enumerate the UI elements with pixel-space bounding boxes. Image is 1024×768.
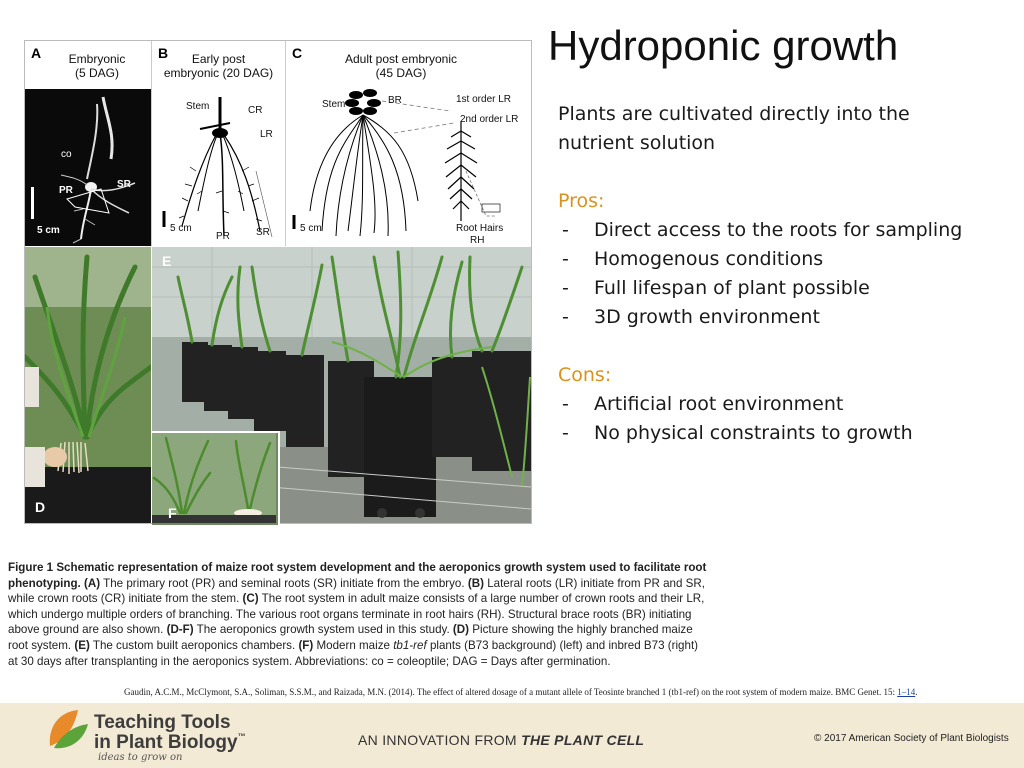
panel-d-root-photo	[25, 247, 151, 523]
pros-item	[558, 274, 998, 303]
innovation-line: AN INNOVATION FROM THE PLANT CELL	[358, 732, 645, 748]
brand-line1: Teaching Tools	[94, 712, 231, 733]
figure-panel	[24, 40, 532, 524]
label-first-order-lr: 1st order LR	[456, 94, 512, 105]
panel-c-title: Adult post embryonic (45 DAG)	[344, 52, 458, 80]
leaf-logo-icon	[44, 706, 90, 752]
adult-root-diagram	[286, 41, 531, 246]
bullet-dash: -	[562, 248, 569, 270]
slide-body	[558, 100, 998, 448]
label-rh: RH	[470, 235, 485, 246]
label-stem: Stem	[186, 101, 210, 112]
cons-header: Cons:	[558, 364, 612, 386]
pros-item	[558, 216, 998, 245]
cons-item-text: No physical constraints to growth	[594, 422, 913, 444]
label-root-hairs: Root Hairs	[456, 223, 504, 234]
cons-list	[558, 390, 998, 448]
bullet-dash: -	[562, 277, 569, 299]
scale-bar-label: 5 cm	[300, 223, 322, 234]
label-lr: LR	[260, 129, 273, 140]
pros-list	[558, 216, 998, 332]
citation-link[interactable]: 1–14	[897, 687, 916, 697]
bullet-dash: -	[562, 393, 569, 415]
pros-item	[558, 245, 998, 274]
label-sr: SR	[256, 227, 270, 238]
panel-b-letter: B	[158, 45, 169, 61]
pros-item	[558, 303, 998, 332]
citation: Gaudin, A.C.M., McClymont, S.A., Soliman, S.S.M., and Raizada, M.N. (2014). The effect of altered dosage of a mutant allele of Teosinte branched 1 (tb1-ref) on the root system of modern maize. BMC Genet. 15: 1–14.	[124, 687, 918, 697]
panel-b	[152, 41, 286, 246]
copyright: © 2017 American Society of Plant Biologists	[814, 733, 1009, 744]
pros-item-text: 3D growth environment	[594, 306, 820, 328]
label-pr: PR	[59, 185, 73, 196]
figure-caption: Figure 1 Schematic representation of maize root system development and the aeroponics growth system used to facilitate root phenotyping. (A) The primary root (PR) and seminal roots (SR) initiate from the embryo. (B) Lateral roots (LR) initiate from PR and SR, while crown roots (CR) initiate from the stem. (C) The root system in adult maize consists of a large number of crown roots and their LR, which undergo multiple orders of branching. The various root organs terminate in root hairs (RH). Structural brace roots (BR) initiating above ground are also shown. (D-F) The aeroponics growth system used in this study. (D) Picture showing the highly branched maize root system. (E) The custom built aeroponics chambers. (F) Modern maize tb1-ref plants (B73 background) (left) and inbred B73 (right) at 30 days after transplanting in the aeroponics system. Abbreviations: co = coleoptile; DAG = Days after germination.	[8, 561, 707, 668]
panel-e-letter: E	[162, 253, 172, 269]
panel-f-plants-photo	[152, 431, 280, 525]
pros-item-text: Direct access to the roots for sampling	[594, 219, 963, 241]
panel-f-letter: F	[168, 505, 177, 521]
panel-c-letter: C	[292, 45, 303, 61]
brand-line2: in Plant Biology™	[94, 732, 246, 753]
label-second-order-lr: 2nd order LR	[460, 114, 519, 125]
pros-header: Pros:	[558, 190, 605, 212]
panel-a	[25, 41, 152, 246]
label-br: BR	[388, 95, 402, 106]
cons-item	[558, 419, 998, 448]
citation-text: Gaudin, A.C.M., McClymont, S.A., Soliman, S.S.M., and Raizada, M.N. (2014). The effect of altered dosage of a mutant allele of Teosinte branched 1 (tb1-ref) on the root system of modern maize. BMC Genet. 15:	[124, 687, 895, 697]
intro-text: Plants are cultivated directly into the nutrient solution	[558, 103, 910, 154]
pros-item-text: Homogenous conditions	[594, 248, 824, 270]
pros-item-text: Full lifespan of plant possible	[594, 277, 870, 299]
panel-d-letter: D	[35, 499, 46, 515]
panel-a-title: Embryonic (5 DAG)	[68, 52, 126, 80]
cons-item-text: Artificial root environment	[594, 393, 844, 415]
label-sr: SR	[117, 179, 131, 190]
panel-b-title: Early post embryonic (20 DAG)	[163, 52, 274, 80]
scale-bar-label: 5 cm	[170, 223, 192, 234]
scale-bar-label: 5 cm	[37, 225, 60, 236]
bullet-dash: -	[562, 422, 569, 444]
panel-c	[286, 41, 531, 246]
cons-item	[558, 390, 998, 419]
slide-title: Hydroponic growth	[548, 22, 899, 69]
seedling-drawing	[25, 89, 151, 246]
label-stem: Stem	[322, 99, 346, 110]
label-co: co	[61, 149, 72, 160]
maize-plant-photo	[25, 247, 151, 523]
embryonic-seedling-photo	[25, 89, 151, 246]
caption-lead: Figure 1 Schematic representation of maize root system development and the aeroponics growth system used to facilitate root phenotyping.	[8, 561, 707, 590]
label-cr: CR	[248, 105, 263, 116]
bullet-dash: -	[562, 306, 569, 328]
tagline: ideas to grow on	[98, 752, 183, 763]
bullet-dash: -	[562, 219, 569, 241]
panel-a-letter: A	[31, 45, 42, 61]
early-root-diagram	[152, 41, 285, 246]
label-pr: PR	[216, 231, 230, 242]
